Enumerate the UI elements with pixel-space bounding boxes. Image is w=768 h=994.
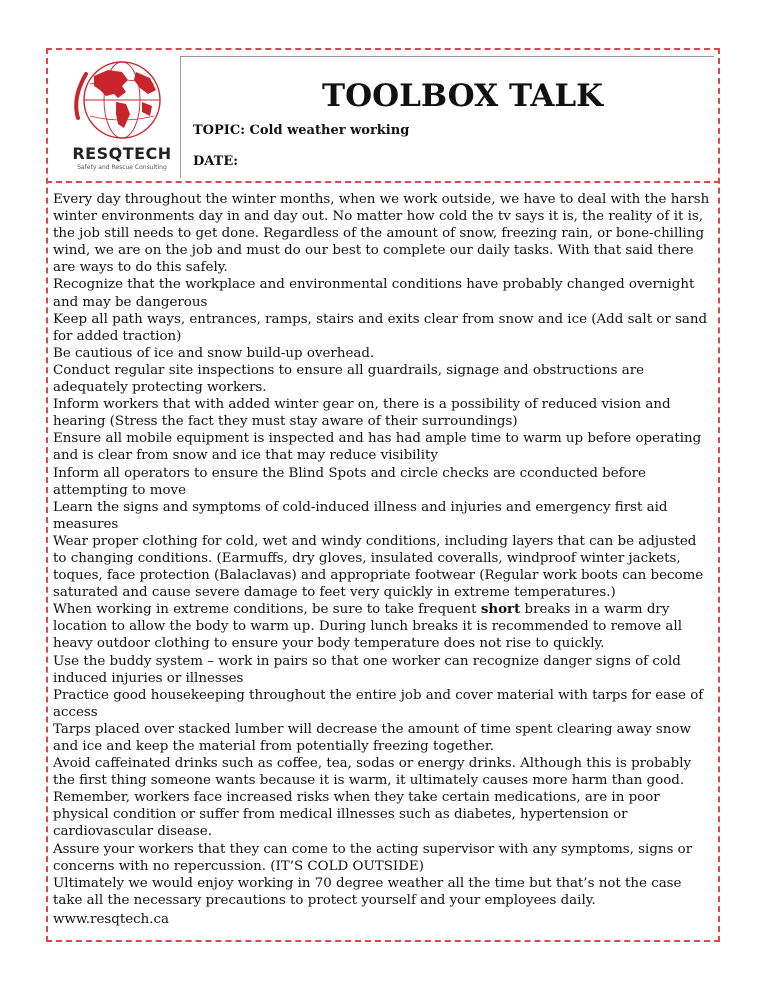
date-label: DATE: bbox=[193, 154, 239, 169]
talk-body bbox=[53, 191, 713, 928]
tip-line: Use the buddy system – work in pairs so that one worker can recognize danger signs of cold induced injuries or illnesses bbox=[53, 653, 681, 686]
tip-line: Avoid caffeinated drinks such as coffee, tea, sodas or energy drinks. Although this is probably the first thing someone wants because it is warm, it ultimately causes more harm than good. bbox=[53, 756, 692, 789]
tip-line: Learn the signs and symptoms of cold-induced illness and injuries and emergency first aid measures bbox=[53, 499, 668, 532]
tip-line: Keep all path ways, entrances, ramps, stairs and exits clear from snow and ice (Add salt or sand for added traction) bbox=[53, 311, 708, 344]
tip-line: Inform workers that with added winter gear on, there is a possibility of reduced vision and hearing (Stress the fact they must stay aware of their surroundings) bbox=[53, 397, 671, 430]
page-title: TOOLBOX TALK bbox=[322, 78, 604, 114]
tip-line: Recognize that the workplace and environmental conditions have probably changed overnight and may be dangerous bbox=[53, 277, 695, 310]
header-divider bbox=[46, 181, 720, 183]
tip-line: Ensure all mobile equipment is inspected and has had ample time to warm up before operating and is clear from snow and ice that may reduce visibility bbox=[53, 431, 702, 464]
website-text: www.resqtech.ca bbox=[53, 911, 169, 927]
tip-line: Wear proper clothing for cold, wet and windy conditions, including layers that can be adjusted to changing conditions. (Earmuffs, dry gloves, insulated coveralls, windproof winter jackets, toques, face protection (Balaclavas) and appropriate footwear (Regular work boots can become saturated and cause severe damage to feet very quickly in extreme temperatures.) bbox=[53, 533, 704, 601]
intro-paragraph: Every day throughout the winter months, when we work outside, we have to deal with the harsh winter environments day in and day out. No matter how cold the tv says it is, the reality of it is, the job still needs to get done. Regardless of the amount of snow, freezing rain, or bone-chilling wind, we are on the job and must do our best to complete our daily tasks. With that said there are ways to do this safely. bbox=[53, 192, 710, 276]
tip-line-breaks bbox=[53, 601, 713, 652]
emphasis-short: short bbox=[480, 601, 521, 618]
tip-line: Practice good housekeeping throughout the entire job and cover material with tarps for ease of access bbox=[53, 687, 704, 720]
tip-line: Assure your workers that they can come to the acting supervisor with any symptoms, signs or concerns with no repercussion. (IT’S COLD OUTSIDE) bbox=[53, 841, 693, 874]
globe-icon bbox=[70, 58, 174, 144]
tip-line: Conduct regular site inspections to ensure all guardrails, signage and obstructions are adequately protecting workers. bbox=[53, 362, 645, 396]
tip-line: Be cautious of ice and snow build-up overhead. bbox=[53, 345, 375, 361]
logo-tagline: Safety and Rescue Consulting bbox=[77, 164, 167, 171]
tip-line: Inform all operators to ensure the Blind Spots and circle checks are cconducted before attempting to move bbox=[53, 465, 646, 498]
text-run: When working in extreme conditions, be sure to take frequent bbox=[53, 602, 481, 618]
topic-label: TOPIC: Cold weather working bbox=[193, 123, 410, 138]
logo-wordmark: RESQTECH bbox=[72, 144, 172, 163]
company-logo bbox=[70, 58, 174, 178]
header-box bbox=[180, 56, 714, 178]
tip-line: Remember, workers face increased risks when they take certain medications, are in poor physical condition or suffer from medical illnesses such as diabetes, hypertension or cardiovascular disease. bbox=[53, 790, 660, 840]
closing-paragraph: Ultimately we would enjoy working in 70 degree weather all the time but that’s not the case take all the necessary precautions to protect yourself and your employees daily. bbox=[53, 875, 682, 908]
tip-line: Tarps placed over stacked lumber will decrease the amount of time spent clearing away snow and ice and keep the material from potentially freezing together. bbox=[53, 721, 691, 754]
text-run: breaks in a warm dry location to allow the body to warm up. During lunch breaks it is recommended to remove all heavy outdoor clothing to ensure your body temperature does not rise to quickly. bbox=[53, 602, 682, 652]
